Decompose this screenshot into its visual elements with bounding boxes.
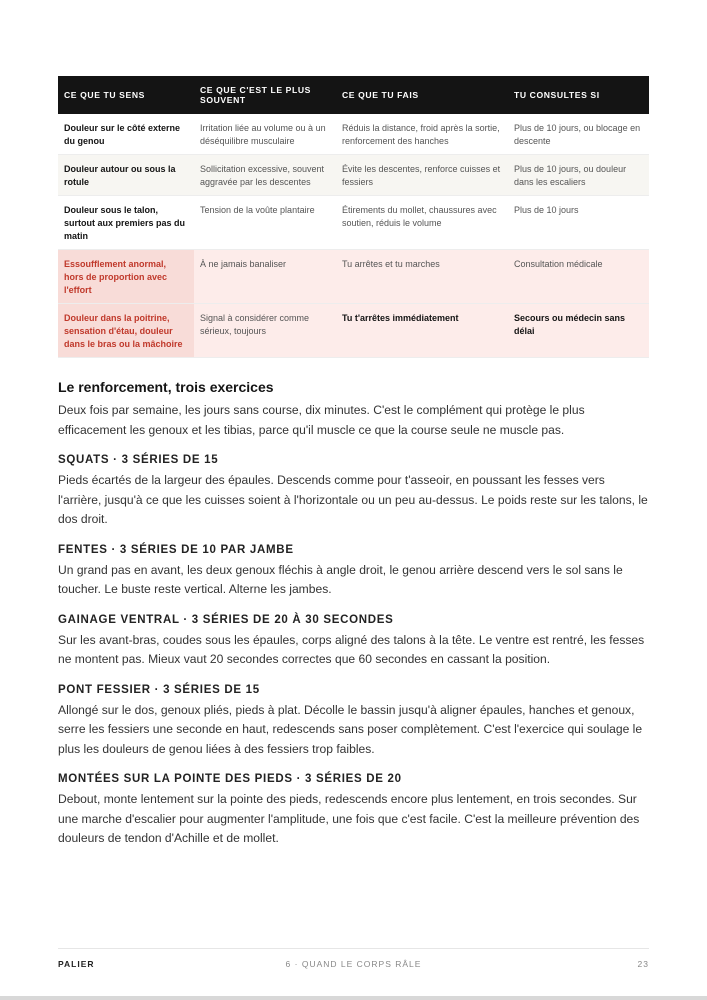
table-cell: Secours ou médecin sans délai	[508, 304, 649, 358]
table-row	[58, 155, 649, 196]
table-cell: Tu t'arrêtes immédiatement	[336, 304, 508, 358]
footer-divider	[58, 948, 649, 949]
table-cell: Douleur sur le côté externe du genou	[58, 114, 194, 155]
table-cell: Étirements du mollet, chaussures avec soutien, réduis le volume	[336, 196, 508, 250]
exercise-title: MONTÉES SUR LA POINTE DES PIEDS · 3 SÉRIES DE 20	[58, 773, 402, 785]
column-header: CE QUE TU FAIS	[336, 76, 508, 114]
section-intro: Deux fois par semaine, les jours sans course, dix minutes. C'est le complément qui protège le plus efficacement les genoux et les tibias, parce qu'il muscle ce que la course seule ne muscle pas.	[58, 403, 585, 437]
table-cell: Essoufflement anormal, hors de proportion avec l'effort	[58, 250, 194, 304]
table-cell: Tu arrêtes et tu marches	[336, 250, 508, 304]
exercise-text: Allongé sur le dos, genoux pliés, pieds à plat. Décolle le bassin jusqu'à aligner épaules, hanches et genoux, serre les fessiers une seconde en haut, redescends sans poser complètement. C'est l'exercice qui soulage le plus les douleurs de genou liées à des fessiers trop faibles.	[58, 702, 643, 756]
exercise-text: Un grand pas en avant, les deux genoux fléchis à angle droit, le genou arrière descend vers le sol sans le toucher. Le buste reste vertical. Alterne les jambes.	[58, 562, 623, 596]
table-cell: Douleur dans la poitrine, sensation d'étau, douleur dans le bras ou la mâchoire	[58, 304, 194, 358]
bottom-edge	[0, 996, 707, 1000]
exercise-text: Pieds écartés de la largeur des épaules. Descends comme pour t'asseoir, en poussant les fesses vers l'arrière, jusqu'à ce que les cuisses soient à l'horizontale ou un peu au-dessus. Le poids reste sur les talons, le dos droit.	[58, 473, 648, 526]
table-cell: Plus de 10 jours, ou douleur dans les escaliers	[508, 155, 649, 196]
footer-brand: PALIER	[58, 959, 95, 969]
table-header-row	[58, 76, 649, 114]
table-cell: Douleur sous le talon, surtout aux premiers pas du matin	[58, 196, 194, 250]
table-cell: Tension de la voûte plantaire	[194, 196, 336, 250]
table-cell: Plus de 10 jours, ou blocage en descente	[508, 114, 649, 155]
exercise-text: Debout, monte lentement sur la pointe des pieds, redescends encore plus lentement, en trois secondes. Sur une marche d'escalier pour augmenter l'amplitude, une fois que c'est facile. C'est la meilleure prévention des douleurs de tendon d'Achille et de mollet.	[58, 792, 640, 845]
table-row	[58, 114, 649, 155]
exercise-title: GAINAGE VENTRAL · 3 SÉRIES DE 20 À 30 SECONDES	[58, 613, 394, 626]
table-cell: Réduis la distance, froid après la sortie, renforcement des hanches	[336, 114, 508, 155]
table-row	[58, 196, 649, 250]
page-footer	[58, 959, 649, 971]
exercise-lunges	[58, 542, 649, 600]
table-row-warning	[58, 304, 649, 358]
exercise-title: FENTES · 3 SÉRIES DE 10 PAR JAMBE	[58, 543, 294, 556]
table-row-warning	[58, 250, 649, 304]
symptom-table	[58, 76, 649, 358]
exercise-title: SQUATS · 3 SÉRIES DE 15	[58, 454, 219, 466]
table-cell: Irritation liée au volume ou à un déséquilibre musculaire	[194, 114, 336, 155]
exercise-text: Sur les avant-bras, coudes sous les épaules, corps aligné des talons à la tête. Le ventre est rentré, les fesses ne montent pas. Mieux vaut 20 secondes correctes que 60 secondes en cassant la position.	[58, 632, 645, 666]
table-cell: Évite les descentes, renforce cuisses et fessiers	[336, 155, 508, 196]
section-title: Le renforcement, trois exercices	[58, 379, 274, 395]
table-cell: Douleur autour ou sous la rotule	[58, 155, 194, 196]
footer-chapter: 6 · QUAND LE CORPS RÂLE	[285, 959, 422, 969]
table-cell: Plus de 10 jours	[508, 196, 649, 250]
column-header: TU CONSULTES SI	[508, 76, 649, 114]
table-cell: Sollicitation excessive, souvent aggravée par les descentes	[194, 155, 336, 196]
exercise-calf-raises	[58, 771, 649, 849]
exercise-title: PONT FESSIER · 3 SÉRIES DE 15	[58, 683, 260, 696]
column-header: CE QUE C'EST LE PLUS SOUVENT	[194, 76, 336, 114]
table-cell: À ne jamais banaliser	[194, 250, 336, 304]
table-cell: Consultation médicale	[508, 250, 649, 304]
table-cell: Signal à considérer comme sérieux, toujours	[194, 304, 336, 358]
exercise-plank	[58, 612, 649, 670]
exercise-glute-bridge	[58, 682, 649, 760]
footer-page-number: 23	[637, 959, 649, 969]
exercise-squats	[58, 452, 649, 530]
page-content	[58, 76, 649, 849]
column-header: CE QUE TU SENS	[58, 76, 194, 114]
